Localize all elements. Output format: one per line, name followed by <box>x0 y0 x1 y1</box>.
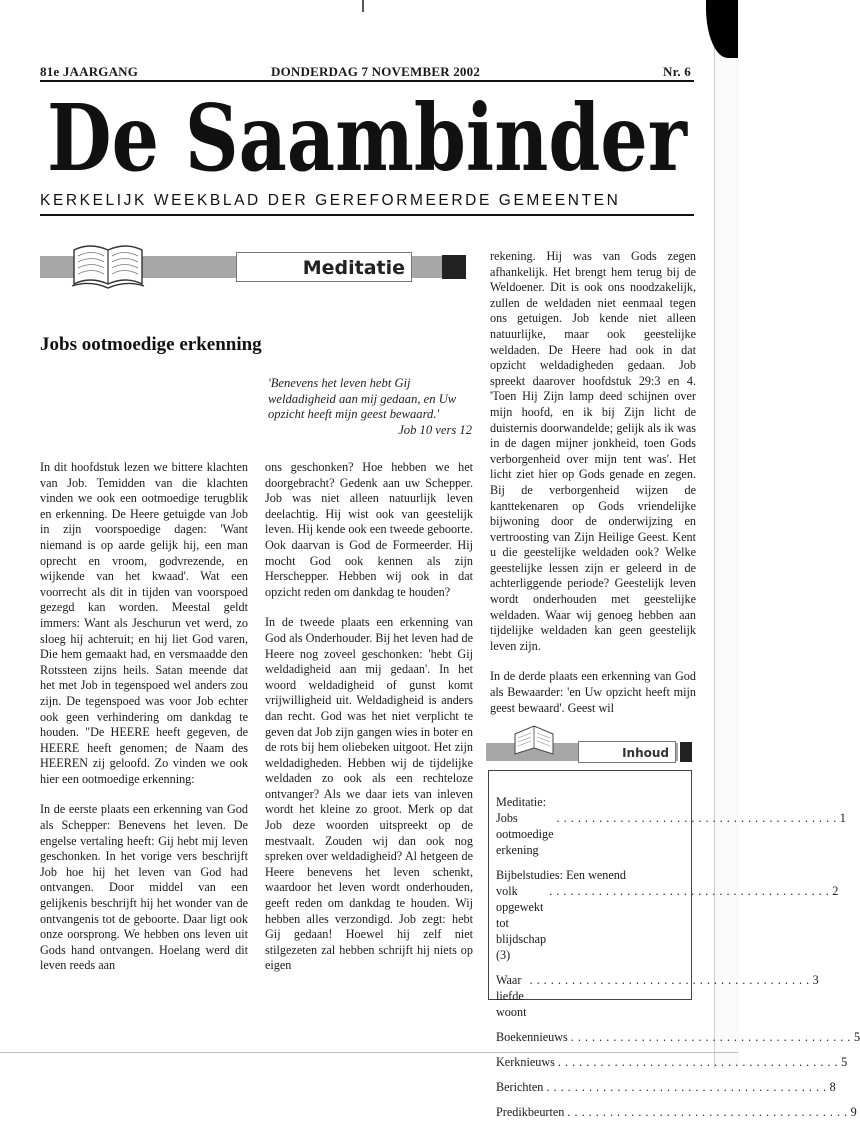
contents-entry <box>496 1054 848 1070</box>
contents-banner-square <box>680 742 692 762</box>
contents-leader-dots <box>557 810 837 858</box>
contents-box <box>486 720 860 1119</box>
contents-entry <box>496 972 819 1020</box>
contents-entry-line <box>496 1104 857 1120</box>
header-rule <box>40 80 694 82</box>
contents-page-number: 5 <box>853 1030 860 1044</box>
contents-entry <box>496 1029 860 1045</box>
masthead-logo <box>40 84 694 190</box>
contents-leader-dots <box>546 1079 826 1095</box>
issue-date: DONDERDAG 7 NOVEMBER 2002 <box>271 64 481 79</box>
masthead-title: De Saambinder <box>47 84 689 192</box>
contents-list <box>496 794 860 1129</box>
paragraph: ons geschonken? Hoe hebben we het doorgebracht? Gedenk aan uw Schepper. Job was niet alleen natuurlijk leven deelachtig. Hij wist ook van geestelijk leven. Hij kende ook een tweede geboorte. Ook daarvan is God de Formeerder. Hij mocht God ook kennen als zijn Herschepper. Hebben wij ook in dat opzicht reden om dankdag te houden? <box>265 460 473 599</box>
contents-entry-text: volk opgewekt tot blijdschap (3) <box>496 884 547 962</box>
paragraph: In dit hoofdstuk lezen we bittere klachten van Job. Temidden van die klachten vinden we ook een ootmoedige terugblik en erkenning. De Heere getuigde van Job in zijn voorspoedige dagen: 'Want niemand is op aarde gelijk hij, een man oprecht en vroom, godvrezende, en wijkende van het kwaad'. Wat een voorrecht als dit in tijden van voorspoed gezegd kan worden. Meestal geldt immers: Want als Jeschurun vet werd, zo sloeg hij achteruit; en hij liet God varen, Die hem gemaakt had, en versmaadde den Rotssteen zijns heils. Satan meende dat het met Job in tegenspoed wel anders zou zijn. De tegenspoed was voor Job echter ook geen verhindering om dankdag te houden. "De HEERE heeft gegeven, de HEERE heeft genomen; de Naam des HEEREN zij geloofd. Zo vinden we ook hier een ootmoedige erkenning: <box>40 460 248 786</box>
paragraph: rekening. Hij was van Gods zegen afhankelijk. Het brengt hem terug bij de Weldoener. Dit is ook ons noodzakelijk, zullen de weldaden niet eenmaal tegen ons getuigen. Job kende niet alleen natuurlijke, maar ook geestelijke weldaden. De Heere had ook in dat opzicht weldadigheden gedaan. Job spreekt daarover hoofdstuk 29:3 en 4. 'Toen Hij Zijn lamp deed schijnen over mijn hoofd, en ik bij Zijn licht de duisternis doorwandelde; gelijk als ik was in de dagen mijner jonkheid, toen Gods verborgenheid over mijn tent was'. Het licht ziet hier op Gods genade en zegen. Bij de verborgenheid wijzen de kanttekenaren op Gods vriendelijke bijwoning door de onderwijzing en vertroosting van Zijn Heilige Geest. Kent u die geestelijke weldaden ook? Welke geestelijke lessen zijn er geleerd in de achterliggende periode? Geestelijk leven wordt onderhouden met geestelijke weldaden. Waar wij genoeg hebben aan tijdelijke weldaden kan geen geestelijk leven zijn. <box>490 249 696 653</box>
contents-leader-dots <box>571 1029 851 1045</box>
contents-leader-dots <box>549 883 829 963</box>
issue-number: Nr. 6 <box>663 64 691 79</box>
contents-entry-line <box>496 1029 860 1045</box>
contents-entry-line <box>496 794 682 810</box>
contents-entry-text: Bijbelstudies: Een wenend <box>496 868 626 882</box>
masthead-blackletter <box>40 84 694 190</box>
contents-page-number: 1 <box>839 811 846 825</box>
contents-entry <box>496 794 846 858</box>
fold-mark <box>362 0 364 12</box>
contents-leader-dots <box>567 1104 847 1120</box>
contents-entry <box>496 867 839 963</box>
contents-page-number: 5 <box>841 1055 848 1069</box>
contents-leader-dots <box>529 972 809 1020</box>
subtitle-rule <box>40 214 694 216</box>
contents-entry-line <box>496 883 839 963</box>
contents-page-number: 2 <box>832 884 839 898</box>
masthead-subtitle: KERKELIJK WEEKBLAD DER GEREFORMEERDE GEMEENTEN <box>40 192 621 209</box>
contents-entry-line <box>496 867 682 883</box>
quote-text: 'Benevens het leven hebt Gij weldadigheid aan mij gedaan, en Uw opzicht heeft mijn geest bewaard.' <box>268 376 457 422</box>
section-banner-square <box>442 255 466 279</box>
quote-source: Job 10 vers 12 <box>398 422 472 437</box>
scan-corner-shadow <box>706 0 738 58</box>
contents-entry-text: Boekennieuws <box>496 1030 568 1044</box>
contents-entry-line <box>496 972 819 1020</box>
article-column-1 <box>40 460 248 989</box>
contents-entry-text: Meditatie: <box>496 795 547 809</box>
contents-page-number: 3 <box>812 973 819 987</box>
contents-entry-text: Predikbeurten <box>496 1105 565 1119</box>
contents-entry-line <box>496 1079 836 1095</box>
contents-entry-text: Kerknieuws <box>496 1055 555 1069</box>
section-label: Meditatie <box>236 252 412 282</box>
book-icon <box>512 724 556 758</box>
open-book-icon <box>70 236 146 292</box>
contents-entry-text: Waar liefde woont <box>496 973 527 1019</box>
contents-entry-line <box>496 1054 848 1070</box>
article-column-3 <box>490 249 696 731</box>
paragraph: In de derde plaats een erkenning van God als Bewaarder: 'en Uw opzicht heeft mijn geest bewaard'. Geest wil <box>490 669 696 715</box>
article-column-2 <box>265 460 473 989</box>
volume-label: 81e JAARGANG <box>40 64 139 79</box>
scripture-quote <box>268 376 472 438</box>
contents-page-number: 9 <box>850 1105 857 1119</box>
contents-entry-line <box>496 810 846 858</box>
contents-entry-text: Berichten <box>496 1080 544 1094</box>
contents-entry <box>496 1104 857 1120</box>
contents-entry <box>496 1079 836 1095</box>
article-title: Jobs ootmoedige erkenning <box>40 334 262 355</box>
contents-entry-text: Jobs ootmoedige erkening <box>496 811 554 857</box>
contents-label: Inhoud <box>578 741 676 763</box>
contents-leader-dots <box>558 1054 838 1070</box>
contents-page-number: 8 <box>829 1080 836 1094</box>
paragraph: In de eerste plaats een erkenning van God als Schepper: Benevens het leven. De engelse vertaling heeft: Gij hebt mij leven geschonken. In het vorige vers beschrijft Job hoe hij het leven van God had ontvangen. Door middel van een gelijkenis beschrijft hij het wonder van de ontvangenis tot de geboorte. Daar ligt ook onze oorsprong. We hebben ons leven uit Gods hand ontvangen. Hoelang werd dit leven reeds aan <box>40 802 248 973</box>
paragraph: In de tweede plaats een erkenning van God als Onderhouder. Bij het leven had de Heere nog zoveel geschonken: 'hebt Gij weldadigheid aan mij gedaan'. In het woord weldadigheid of gunst komt vrijwilligheid uit. Weldadigheid is anders dan recht. God was het niet verplicht te geven dat Job zijn gangen wies in boter en de rots bij hem oliebeken uitgoot. Het zijn weldadigheden. Hebben wij de tijdelijke weldaden zo ook als een rechteloze ontvanger? Als we daar iets van inleven wordt het kleine zo groot. Merk op dat Job deze woorden uitspreekt op de mestvaalt. Zouden wij dan ook nog spreken over weldadigheid? Al hetgeen de Heere benevens het leven schenkt, waardoor het leven wordt onderhouden, geeft reden om dankdag te houden. Wij hebben alles verzondigd. Job zegt: hebt Gij gedaan! Hoewel hij zelf niet stilgezeten zal hebben schrijft hij niets op eigen <box>265 615 473 973</box>
